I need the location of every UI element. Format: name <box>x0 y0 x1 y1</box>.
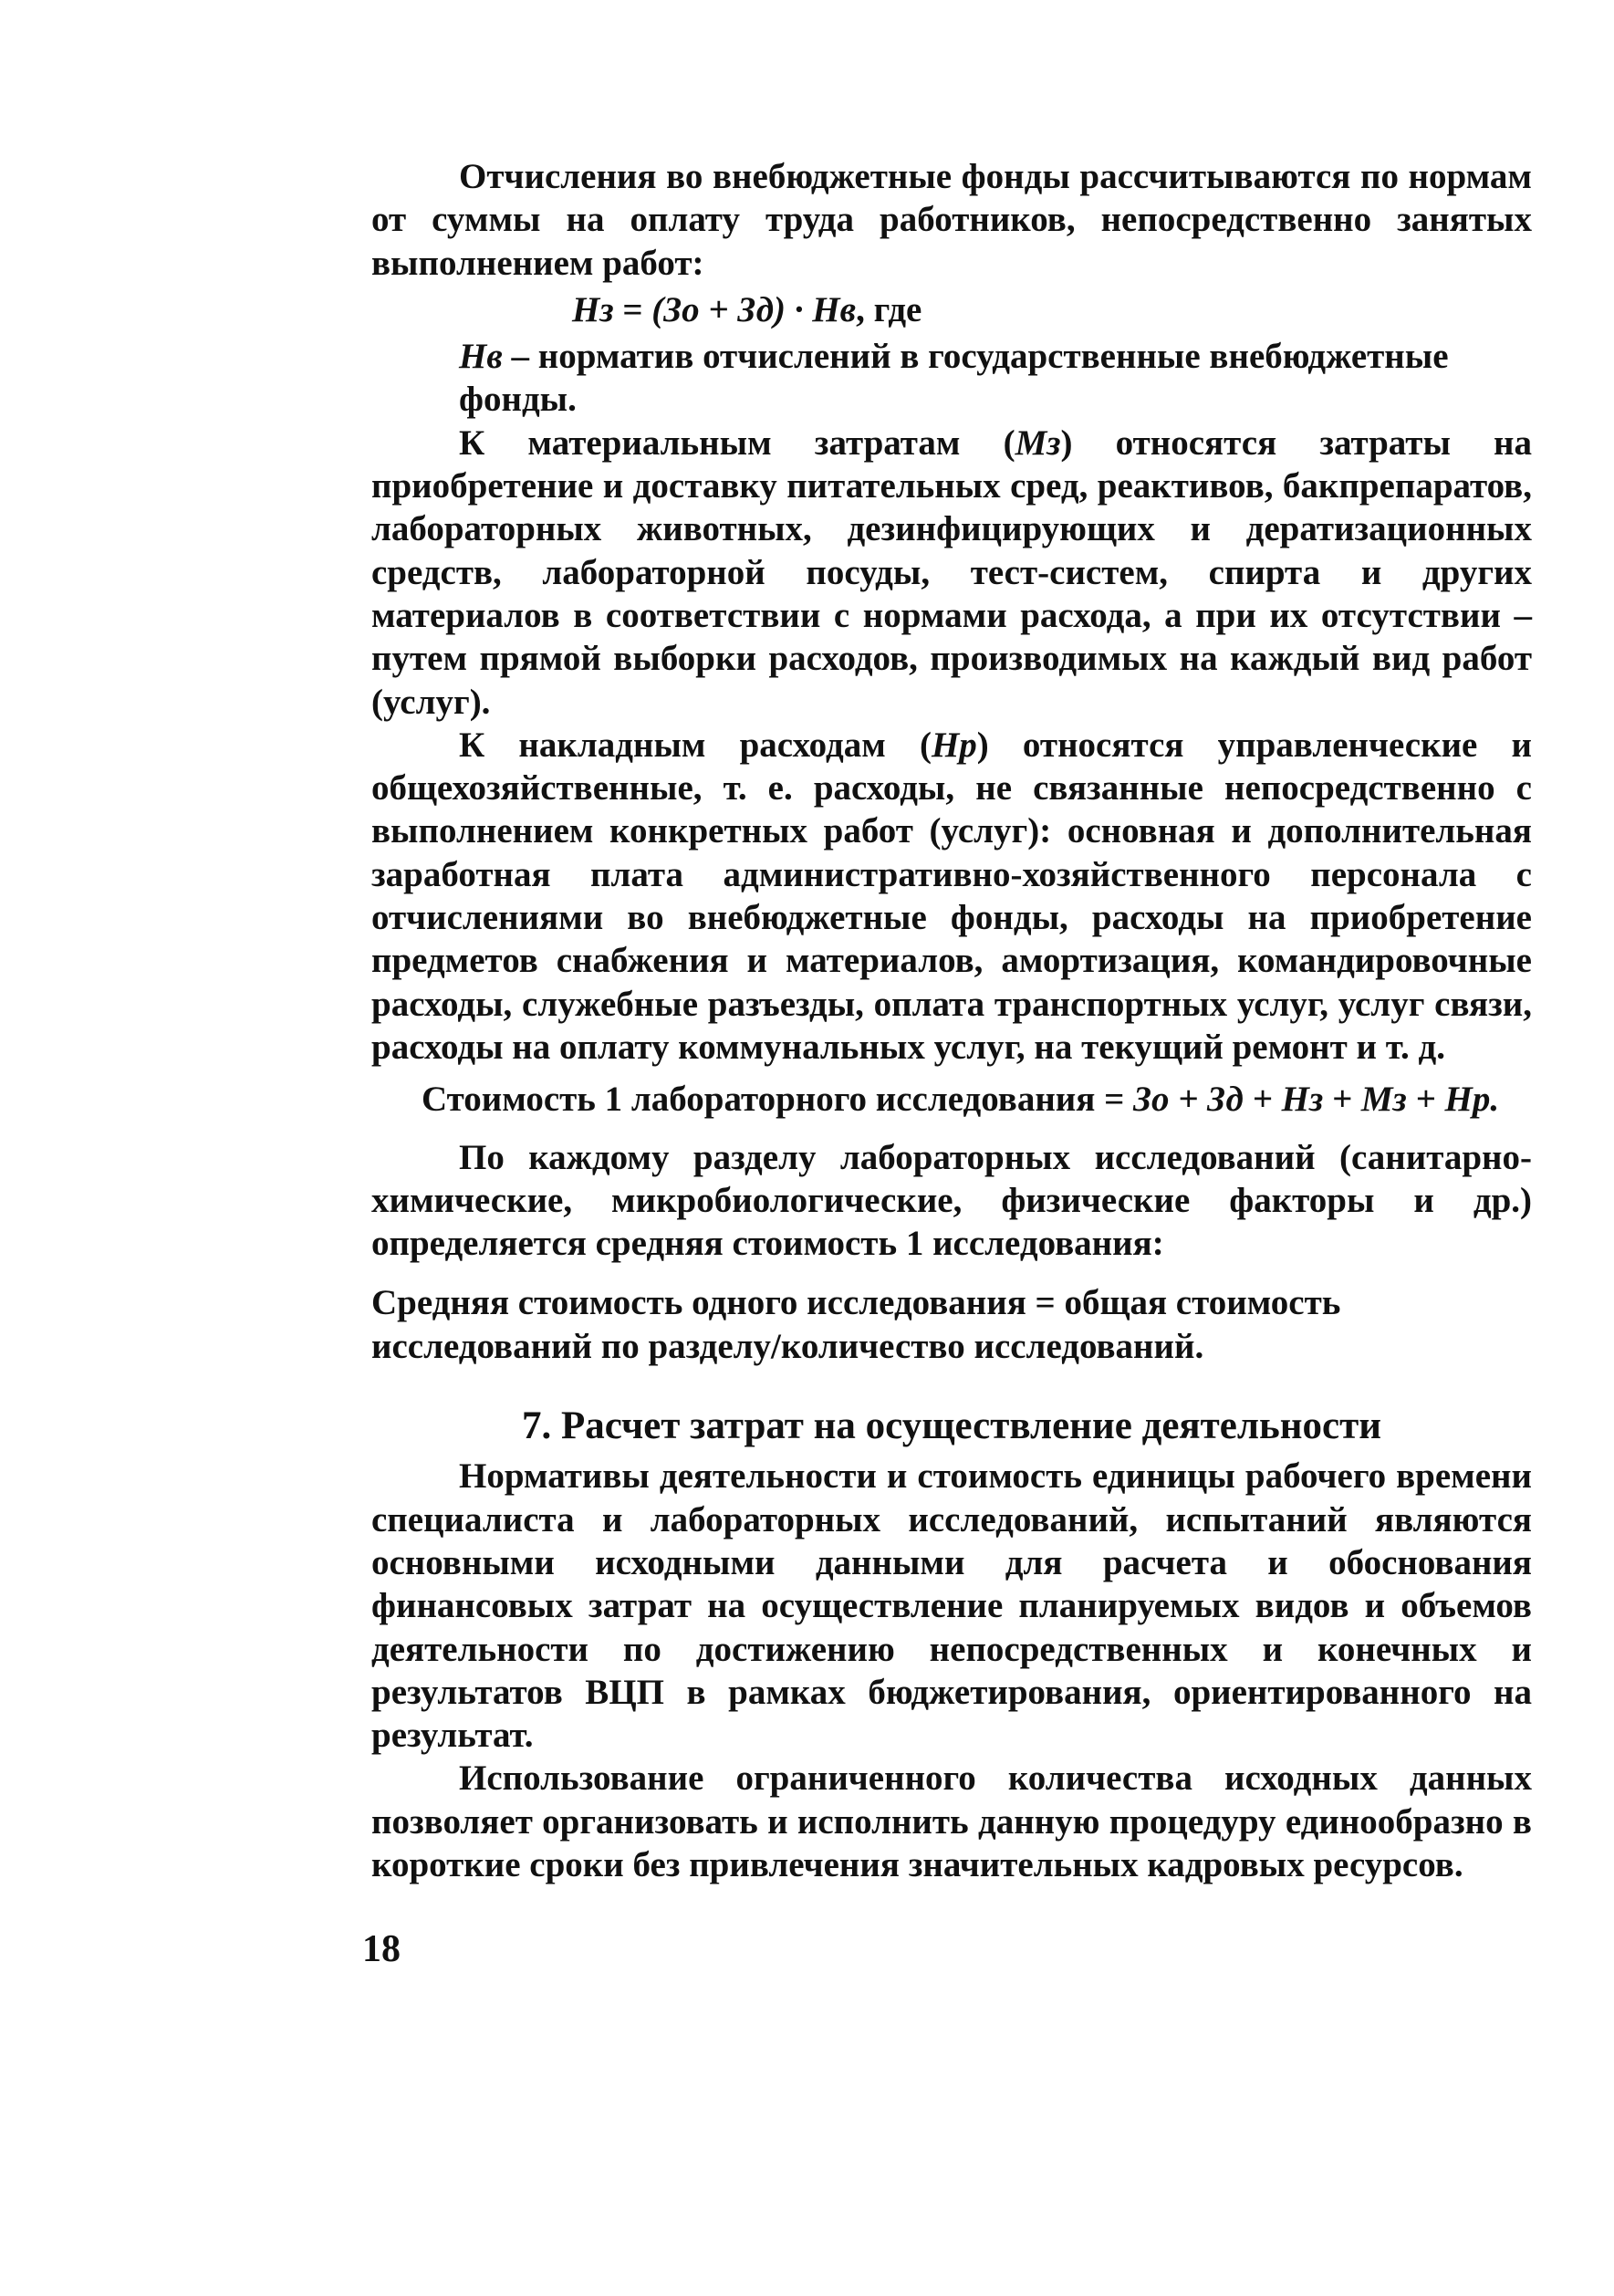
p3-end: ) относятся управленческие и общехозяйственные, т. е. расходы, не связанные непосредственно с выполнением конкретных работ (услуг): основная и дополнительная заработная плата административно-хозяйственного персонала с отчислениями во внебюджетные фонды, расходы на приобретение предметов снабжения и материалов, амортизация, командировочные расходы, служебные разъезды, оплата транспортных услуг, услуг связи, расходы на оплату коммунальных услуг, на текущий ремонт и т. д. <box>371 725 1532 1067</box>
formula2-text: Стоимость 1 лабораторного исследования = <box>422 1080 1134 1120</box>
p2-end: ) относятся затраты на приобретение и доставку питательных сред, реактивов, бакпрепаратов, лабораторных животных, дезинфицирующих и дератизационных средств, лабораторной посуды, тест-систем, спирта и других материалов в соответствии с нормами расхода, а при их отсутствии – путем прямой выборки расходов, производимых на каждый вид работ (услуг). <box>371 423 1532 722</box>
paragraph-sections: По каждому разделу лабораторных исследований (санитарно-химические, микробиологические, физические факторы и др.) определяется средняя стоимость 1 исследования: <box>371 1137 1532 1264</box>
note-variable: Нв <box>459 337 503 377</box>
formula-contributions <box>371 288 1532 331</box>
formula-rhs: (Зо + Зд) · Нв <box>651 289 857 329</box>
paragraph-overhead-costs <box>371 724 1532 1069</box>
paragraph-contributions: Отчисления во внебюджетные фонды рассчитываются по нормам от суммы на оплату труда работников, непосредственно занятых выполнением работ: <box>371 157 1532 283</box>
page-body <box>371 155 1532 1886</box>
avg-line-1: Средняя стоимость одного исследования = общая стоимость <box>371 1283 1341 1323</box>
variable-note <box>371 335 1532 422</box>
p2-start: К материальным затратам ( <box>459 423 1015 463</box>
formula-lhs: Нз <box>572 289 614 329</box>
formula-lab-cost <box>371 1078 1532 1121</box>
formula-suffix: , где <box>856 289 922 329</box>
page-number: 18 <box>362 1928 401 1970</box>
p3-start: К накладным расходам ( <box>459 725 932 765</box>
p3-variable: Нр <box>931 725 977 765</box>
paragraph-norms: Нормативы деятельности и стоимость единицы рабочего времени специалиста и лабораторных исследований, испытаний являются основными исходными данными для расчета и обоснования финансовых затрат на осуществление планируемых видов и объемов деятельности по достижению непосредственных и конечных и результатов ВЦП в рамках бюджетирования, ориентированного на результат. <box>371 1456 1532 1756</box>
formula-equals: = <box>613 289 652 329</box>
formula-average-cost <box>371 1281 1532 1368</box>
section-heading: 7. Расчет затрат на осуществление деятельности <box>521 1404 1382 1448</box>
formula2-vars: Зо + Зд + Нз + Мз + Нр. <box>1133 1080 1500 1120</box>
p2-variable: Мз <box>1015 423 1061 463</box>
paragraph-limited-data: Использование ограниченного количества исходных данных позволяет организовать и исполнить данную процедуру единообразно в короткие сроки без привлечения значительных кадровых ресурсов. <box>371 1759 1532 1884</box>
paragraph-material-costs <box>371 422 1532 724</box>
note-text: – норматив отчислений в государственные внебюджетные фонды. <box>459 337 1449 420</box>
avg-line-2: исследований по разделу/количество исследований. <box>371 1326 1204 1366</box>
